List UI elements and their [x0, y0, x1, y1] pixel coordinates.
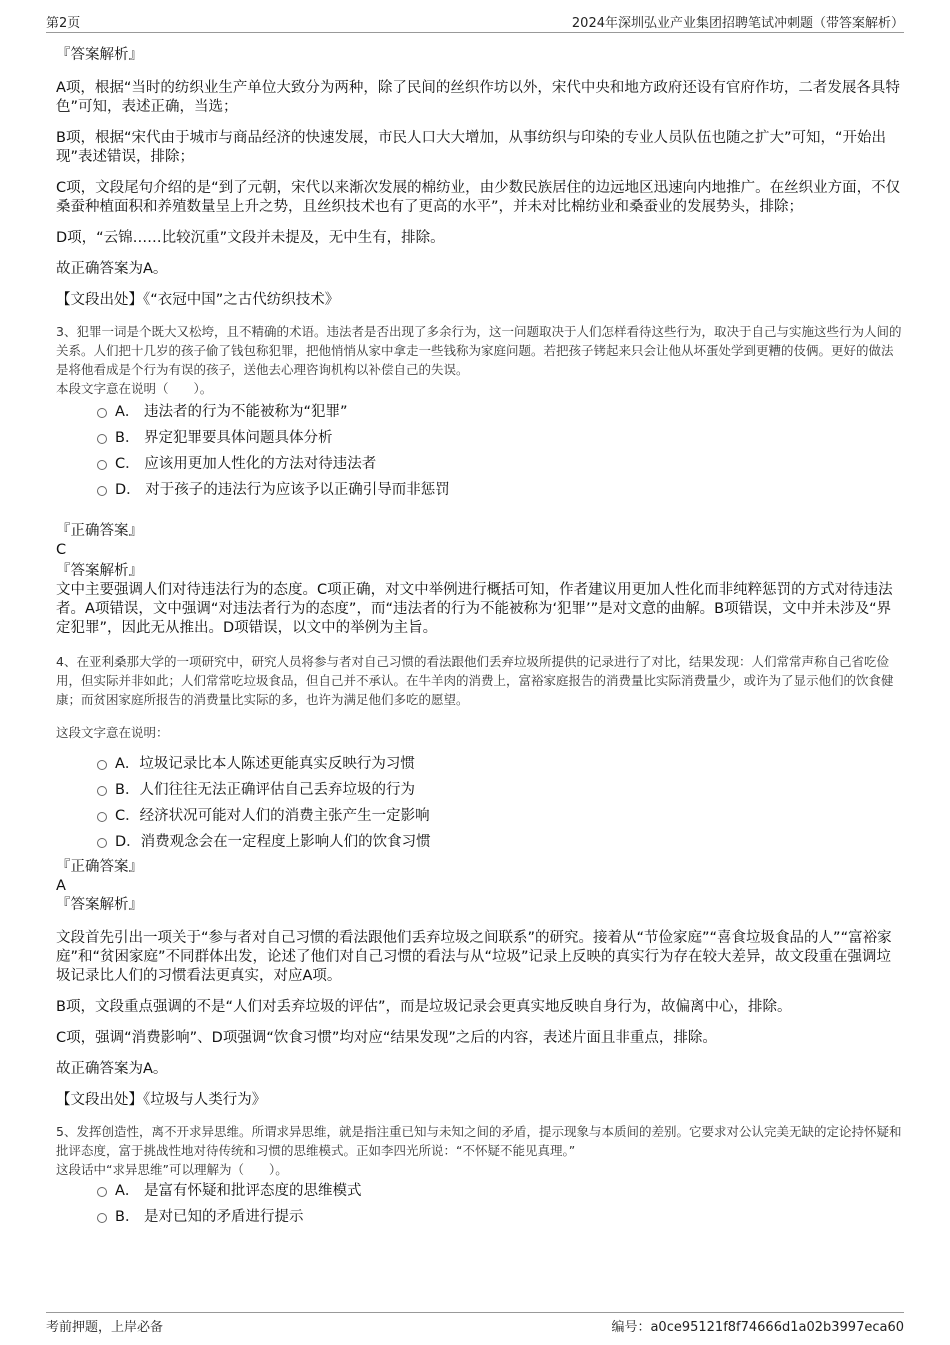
- radio-circle-icon[interactable]: [97, 460, 107, 470]
- radio-circle-icon[interactable]: [97, 486, 107, 496]
- conclusion-text: 故正确答案为A。: [56, 261, 168, 277]
- analysis-paragraph-c: C项，文段尾句介绍的是“到了元朝，宋代以来渐次发展的棉纺业，由少数民族居住的边远地区迅速向内地推广。在丝织业方面，不仅桑蚕种植面积和养殖数量呈上升之势，且丝织技术也有了更高的水平”，并未对比棉纺业和桑蚕业的发展势头，排除；: [56, 180, 901, 215]
- radio-circle-icon[interactable]: [97, 1213, 107, 1223]
- answer-value: A: [56, 878, 66, 894]
- page-footer: [46, 1312, 904, 1336]
- source-text: 【文段出处】《“衣冠中国”之古代纺织技术》: [56, 292, 340, 308]
- option-radio[interactable]: [56, 832, 902, 858]
- analysis-paragraph-a: A项，根据“当时的纺织业生产单位大致分为两种，除了民间的丝织作坊以外，宋代中央和地方政府还设有官府作坊，二者发展各具特色”可知，表述正确，当选；: [56, 80, 900, 115]
- option-label: A． 是富有怀疑和批评态度的思维模式: [115, 1183, 362, 1199]
- conclusion-text: 故正确答案为A。: [56, 1061, 168, 1077]
- source-text: 【文段出处】《垃圾与人类行为》: [56, 1092, 267, 1108]
- analysis-paragraph-d: D项，“云锦……比较沉重”文段并未提及，无中生有，排除。: [56, 230, 445, 246]
- option-radio[interactable]: [56, 1207, 902, 1233]
- radio-circle-icon[interactable]: [97, 408, 107, 418]
- option-label: B．人们往往无法正确评估自己丢弃垃圾的行为: [115, 782, 415, 798]
- analysis-heading: 『答案解析』: [56, 897, 143, 913]
- document-title: 2024年深圳弘业产业集团招聘笔试冲刺题（带答案解析）: [571, 16, 904, 31]
- analysis-paragraph-b: B项，根据“宋代由于城市与商品经济的快速发展，市民人口大大增加，从事纺织与印染的专业人员队伍也随之扩大”可知，“开始出现”表述错误，排除；: [56, 130, 886, 165]
- analysis-heading: 『答案解析』: [56, 47, 143, 63]
- option-label: B． 界定犯罪要具体问题具体分析: [115, 430, 333, 446]
- footer-serial-number: 编号：a0ce95121f8f74666d1a02b3997eca60: [611, 1320, 904, 1335]
- radio-circle-icon[interactable]: [97, 812, 107, 822]
- radio-circle-icon[interactable]: [97, 434, 107, 444]
- question-5-options: [56, 1181, 902, 1233]
- analysis-heading: 『答案解析』: [56, 563, 143, 579]
- question-4-stem: 4、在亚利桑那大学的一项研究中，研究人员将参与者对自己习惯的看法跟他们丢弃垃圾所提供的记录进行了对比，结果发现：人们常常声称自己省吃俭用，但实际并非如此；人们常常吃垃圾食品，但自己并不承认。在牛羊肉的消费上，富裕家庭报告的消费量比实际消费量少，或许为了显示他们的饮食健康；而贫困家庭所报告的消费量比实际的多，也许为满足他们多吃的愿望。: [56, 654, 894, 707]
- option-label: B． 是对已知的矛盾进行提示: [115, 1209, 304, 1225]
- option-label: A．垃圾记录比本人陈述更能真实反映行为习惯: [115, 756, 415, 772]
- page-content: [56, 44, 902, 1233]
- question-3-prompt: 本段文字意在说明（ ）。: [56, 381, 213, 396]
- option-radio[interactable]: [56, 480, 902, 506]
- question-5-prompt: 这段话中“求异思维”可以理解为（ ）。: [56, 1162, 288, 1177]
- analysis-text: 文中主要强调人们对待违法行为的态度。C项正确，对文中举例进行概括可知，作者建议用更加人性化而非纯粹惩罚的方式对待违法者。A项错误，文中强调“对违法者行为的态度”，而“违法者的行为不能被称为‘犯罪’”是对文意的曲解。B项错误，文中并未涉及“界定犯罪”，因此无从推出。D项错误，以文中的举例为主旨。: [56, 582, 893, 636]
- option-radio[interactable]: [56, 1181, 902, 1207]
- option-radio[interactable]: [56, 754, 902, 780]
- answer-heading: 『正确答案』: [56, 859, 143, 875]
- question-4-options: [56, 754, 902, 858]
- radio-circle-icon[interactable]: [97, 786, 107, 796]
- page-number: 第2页: [46, 16, 81, 31]
- question-5-stem: 5、发挥创造性，离不开求异思维。所谓求异思维，就是指注重已知与未知之间的矛盾，提示现象与本质间的差别。它要求对公认完美无缺的定论持怀疑和批评态度，富于挑战性地对待传统和习惯的思维模式。正如李四光所说：“不怀疑不能见真理。”: [56, 1124, 902, 1158]
- option-label: C．经济状况可能对人们的消费主张产生一定影响: [115, 808, 430, 824]
- option-label: A． 违法者的行为不能被称为“犯罪”: [115, 404, 348, 420]
- option-radio[interactable]: [56, 780, 902, 806]
- option-radio[interactable]: [56, 402, 902, 428]
- answer-value: C: [56, 542, 67, 558]
- question-4-prompt: 这段文字意在说明：: [56, 725, 169, 740]
- analysis-text: 文段首先引出一项关于“参与者对自己习惯的看法跟他们丢弃垃圾之间联系”的研究。接着从“节俭家庭”“喜食垃圾食品的人”“富裕家庭”和“贫困家庭”不同群体出发，论述了他们对自己习惯的看法与从“垃圾”记录上反映的真实行为存在较大差异，故文段重在强调垃圾记录比人们的习惯看法更真实，对应A项。: [56, 930, 892, 984]
- option-label: D．消费观念会在一定程度上影响人们的饮食习惯: [115, 834, 431, 850]
- radio-circle-icon[interactable]: [97, 760, 107, 770]
- question-3-options: [56, 402, 902, 506]
- analysis-paragraph-b: B项，文段重点强调的不是“人们对丢弃垃圾的评估”，而是垃圾记录会更真实地反映自身行为，故偏离中心，排除。: [56, 999, 792, 1015]
- page-header: [46, 12, 904, 33]
- footer-slogan: 考前押题，上岸必备: [46, 1320, 164, 1335]
- option-label: C． 应该用更加人性化的方法对待违法者: [115, 456, 377, 472]
- radio-circle-icon[interactable]: [97, 1187, 107, 1197]
- option-radio[interactable]: [56, 806, 902, 832]
- analysis-paragraph-cd: C项，强调“消费影响”、D项强调“饮食习惯”均对应“结果发现”之后的内容，表述片面且非重点，排除。: [56, 1030, 717, 1046]
- radio-circle-icon[interactable]: [97, 838, 107, 848]
- option-label: D． 对于孩子的违法行为应该予以正确引导而非惩罚: [115, 482, 450, 498]
- answer-heading: 『正确答案』: [56, 523, 143, 539]
- option-radio[interactable]: [56, 428, 902, 454]
- question-3-stem: 3、犯罪一词是个既大又松垮，且不精确的术语。违法者是否出现了多余行为，这一问题取决于人们怎样看待这些行为，取决于自己与实施这些行为人间的关系。人们把十几岁的孩子偷了钱包称犯罪，把他悄悄从家中拿走一些钱称为家庭问题。若把孩子铐起来只会让他从坏蛋处学到更糟的伎俩。更好的做法是将他看成是个行为有误的孩子，送他去心理咨询机构以补偿自己的失误。: [56, 324, 902, 377]
- option-radio[interactable]: [56, 454, 902, 480]
